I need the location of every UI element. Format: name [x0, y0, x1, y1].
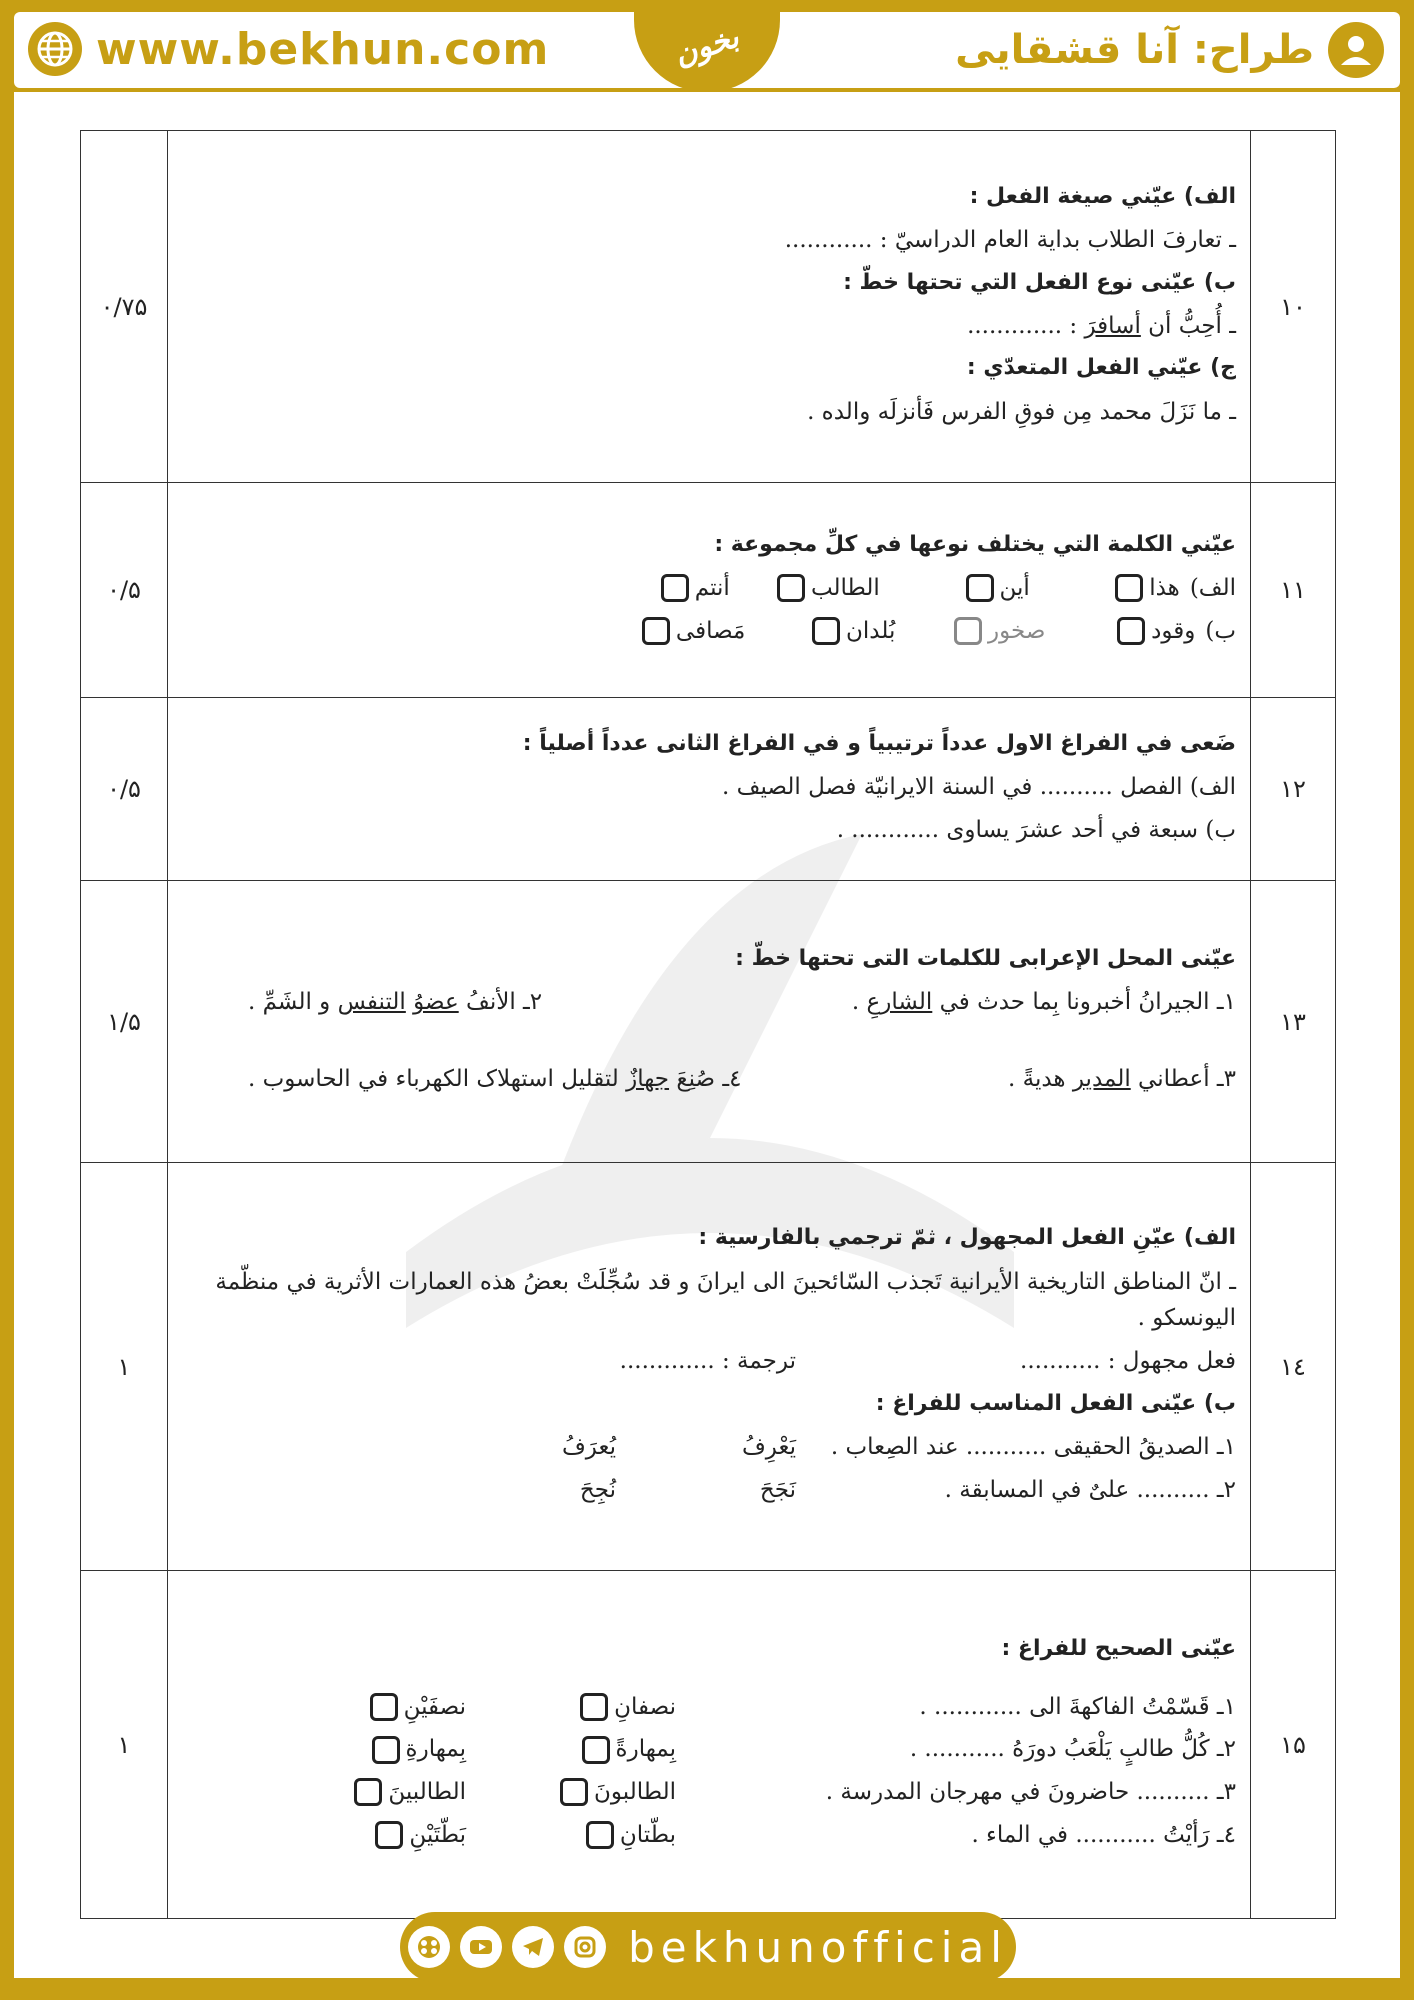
question-line: الف) الفصل .......... في السنة الايرانيّة فصل الصيف . — [722, 773, 1236, 800]
question-content — [168, 483, 1251, 698]
item — [1008, 1061, 1236, 1098]
option-label: صخور — [987, 617, 1046, 644]
designer-credit — [955, 22, 1384, 78]
option-label: بِمهارةِ — [405, 1736, 466, 1763]
question-content — [168, 1571, 1251, 1919]
checkbox[interactable] — [370, 1693, 398, 1721]
social-handle[interactable]: bekhunofficial — [628, 1922, 1008, 1972]
site-link[interactable] — [28, 22, 549, 76]
question-number: ۱۱ — [1251, 483, 1336, 698]
section-title: عيّنى الصحيح للفراغ : — [1001, 1636, 1236, 1662]
checkbox[interactable] — [1115, 574, 1143, 602]
question-number: ۱۲ — [1251, 698, 1336, 881]
option-label[interactable]: نُجِحَ — [579, 1476, 616, 1503]
section-title: ضَعی في الفراغ الاول عدداً ترتيبياً و في الفراغ الثانى عدداً أصلياً : — [522, 730, 1236, 756]
question-score: ۱ — [81, 1163, 168, 1571]
text: لتقليل استهلاک الكهرباء في الحاسوب . — [248, 1066, 627, 1093]
choice-row — [188, 1689, 1236, 1726]
passive-verb-field[interactable]: فعل مجهول : ........... — [1020, 1348, 1236, 1375]
question-score: ۱ — [81, 1571, 168, 1919]
question-line: ۱ـ قَسّمْتُ الفاكهةَ الى ............ . — [919, 1693, 1236, 1720]
youtube-icon[interactable] — [460, 1926, 502, 1968]
text: ۱ـ الجيرانُ أخبرونا بِما حدث في — [932, 989, 1236, 1016]
checkbox[interactable] — [777, 574, 805, 602]
user-icon — [1328, 22, 1384, 78]
passage: ـ انّ المناطق التاريخية الأيرانية تَجذب السّائحينَ الى ايرانَ و قد سُجِّلَتْ بعضُ هذه العمارات الأثرية في منظّمة اليونسكو . — [215, 1268, 1236, 1332]
underlined-word: عضوُ — [413, 989, 459, 1016]
globe-icon — [28, 22, 82, 76]
option-label: بِمهارةً — [615, 1736, 676, 1763]
option-label: هذا — [1149, 574, 1180, 601]
item — [852, 984, 1236, 1021]
checkbox[interactable] — [954, 617, 982, 645]
option[interactable] — [354, 1774, 466, 1811]
text: ۲ـ الأنفُ — [458, 989, 543, 1016]
question-score: ۰/۵ — [81, 698, 168, 881]
text: ـ أُحِبُّ أن — [1140, 312, 1236, 339]
item — [248, 984, 542, 1021]
option[interactable] — [1045, 613, 1195, 650]
exam-table — [80, 130, 1336, 1919]
option[interactable] — [466, 1731, 676, 1768]
question-number: ۱۳ — [1251, 881, 1336, 1163]
question-content — [168, 131, 1251, 483]
option-label: وقود — [1151, 617, 1196, 644]
checkbox[interactable] — [372, 1736, 400, 1764]
checkbox[interactable] — [661, 574, 689, 602]
checkbox[interactable] — [642, 617, 670, 645]
checkbox[interactable] — [586, 1821, 614, 1849]
option-label: بطّتانِ — [619, 1821, 676, 1848]
option-label: الطالبينَ — [388, 1779, 466, 1806]
aparat-icon[interactable] — [408, 1926, 450, 1968]
question-line: ۱ـ الصديقُ الحقيقى ........... عند الصِعاب . — [830, 1434, 1236, 1461]
text: هديةً . — [1007, 1066, 1073, 1093]
option[interactable] — [880, 570, 1030, 607]
option-label[interactable]: نَجَحَ — [759, 1476, 796, 1503]
question-line: ٤ـ رَأيْتُ ........... في الماء . — [971, 1821, 1236, 1848]
checkbox[interactable] — [812, 617, 840, 645]
designer-name: طراح: آنا قشقایی — [955, 27, 1314, 73]
section-title: عيّنى المحل الإعرابى للكلمات التى تحتها خطّ : — [735, 946, 1236, 972]
option-label: نصفانِ — [614, 1693, 676, 1720]
underlined-word: أسافرَ — [1084, 312, 1141, 339]
translation-field[interactable]: ترجمة : ............. — [619, 1348, 796, 1375]
question-line: ـ ما نَزَلَ محمد مِن فوقِ الفرس فَأنزلَه والده . — [807, 398, 1236, 425]
checkbox[interactable] — [582, 1736, 610, 1764]
checkbox[interactable] — [966, 574, 994, 602]
option[interactable] — [370, 1689, 466, 1726]
section-title: الف) عيّني صيغة الفعل : — [969, 183, 1236, 209]
underlined-word: التنفس — [337, 989, 406, 1016]
underlined-word: جهازٌ — [626, 1066, 670, 1093]
choice-row — [188, 1731, 1236, 1768]
question-row — [81, 698, 1336, 881]
option[interactable] — [466, 1817, 676, 1854]
option[interactable] — [1030, 570, 1180, 607]
text: : ............. — [967, 312, 1085, 339]
section-title: عيّني الكلمة التي يختلف نوعها في كلِّ مجموعة : — [714, 531, 1236, 557]
question-number: ۱۰ — [1251, 131, 1336, 483]
question-score: ۱/۵ — [81, 881, 168, 1163]
question-content — [168, 881, 1251, 1163]
choice-row — [188, 1429, 1236, 1466]
option-label[interactable]: يُعرَفُ — [561, 1434, 616, 1461]
question-line: ـ تعارفَ الطلاب بداية العام الدراسيّ : ............ — [784, 226, 1236, 253]
item-row — [188, 1061, 1236, 1098]
question-row — [81, 881, 1336, 1163]
underlined-word: الشارعِ — [866, 989, 933, 1016]
telegram-icon[interactable] — [512, 1926, 554, 1968]
choice-row — [188, 1774, 1236, 1811]
question-line — [188, 308, 1236, 345]
question-line: ب) سبعة في أحد عشرَ يساوى ............ . — [836, 816, 1236, 843]
item — [248, 1061, 741, 1098]
choice-row — [188, 1472, 1236, 1509]
question-content — [168, 698, 1251, 881]
option[interactable] — [730, 570, 880, 607]
checkbox[interactable] — [354, 1778, 382, 1806]
choice-row — [188, 1817, 1236, 1854]
question-row — [81, 1163, 1336, 1571]
question-number: ۱٤ — [1251, 1163, 1336, 1571]
checkbox[interactable] — [560, 1778, 588, 1806]
option-label: بَطّتَيْنِ — [409, 1821, 466, 1848]
option[interactable] — [466, 1689, 676, 1726]
question-row — [81, 483, 1336, 698]
question-row — [81, 131, 1336, 483]
answer-row — [188, 1343, 1236, 1380]
option-row — [188, 570, 1236, 607]
option-label: نصفَيْنِ — [403, 1693, 466, 1720]
item-row — [188, 984, 1236, 1021]
text: ٤ـ صُنِعَ — [669, 1066, 742, 1093]
checkbox[interactable] — [580, 1693, 608, 1721]
text: ۳ـ أعطاني — [1130, 1066, 1236, 1093]
text: . — [851, 989, 867, 1016]
option-label: أنتم — [694, 574, 730, 601]
option[interactable] — [745, 613, 895, 650]
underlined-word: المدير — [1072, 1066, 1131, 1093]
social-bar — [400, 1912, 1016, 1982]
option[interactable] — [595, 613, 745, 650]
section-title: ج) عيّني الفعل المتعدّي : — [966, 355, 1236, 381]
instagram-icon[interactable] — [564, 1926, 606, 1968]
question-row — [81, 1571, 1336, 1919]
question-line: ۳ـ .......... حاضرونَ في مهرجان المدرسة . — [825, 1779, 1236, 1806]
question-score: ۰/۵ — [81, 483, 168, 698]
section-title: ب) عيّنى نوع الفعل التي تحتها خطّ : — [843, 269, 1236, 295]
option-label: مَصافی — [675, 617, 746, 644]
option-row — [188, 613, 1236, 650]
section-title: ب) عيّنى الفعل المناسب للفراغ : — [875, 1390, 1236, 1416]
question-line: ۲ـ كُلُّ طالبٍ يَلْعَبُ دورَهُ ........... . — [909, 1736, 1236, 1763]
option[interactable] — [580, 570, 730, 607]
question-line: ۲ـ .......... علىٌ في المسابقة . — [944, 1476, 1236, 1503]
text: و الشَمِّ . — [248, 989, 338, 1016]
checkbox[interactable] — [375, 1821, 403, 1849]
question-score: ۰/۷۵ — [81, 131, 168, 483]
option[interactable] — [466, 1774, 676, 1811]
row-label: الف) — [1189, 574, 1236, 601]
option-label: أين — [999, 574, 1030, 601]
option-label: الطالب — [810, 574, 880, 601]
question-number: ۱۵ — [1251, 1571, 1336, 1919]
section-title: الف) عيّنِ الفعل المجهول ، ثمّ ترجمي بالفارسية : — [698, 1225, 1236, 1251]
option-label[interactable]: يَعْرِفُ — [741, 1434, 796, 1461]
checkbox[interactable] — [1117, 617, 1145, 645]
question-content — [168, 1163, 1251, 1571]
option[interactable] — [375, 1817, 466, 1854]
row-label: ب) — [1205, 617, 1236, 644]
logo-text: بخون — [670, 19, 744, 73]
option-label: بُلدان — [845, 617, 896, 644]
option[interactable] — [895, 613, 1045, 650]
option-label: الطالبونَ — [594, 1779, 676, 1806]
site-url: www.bekhun.com — [96, 23, 550, 75]
option[interactable] — [372, 1731, 466, 1768]
